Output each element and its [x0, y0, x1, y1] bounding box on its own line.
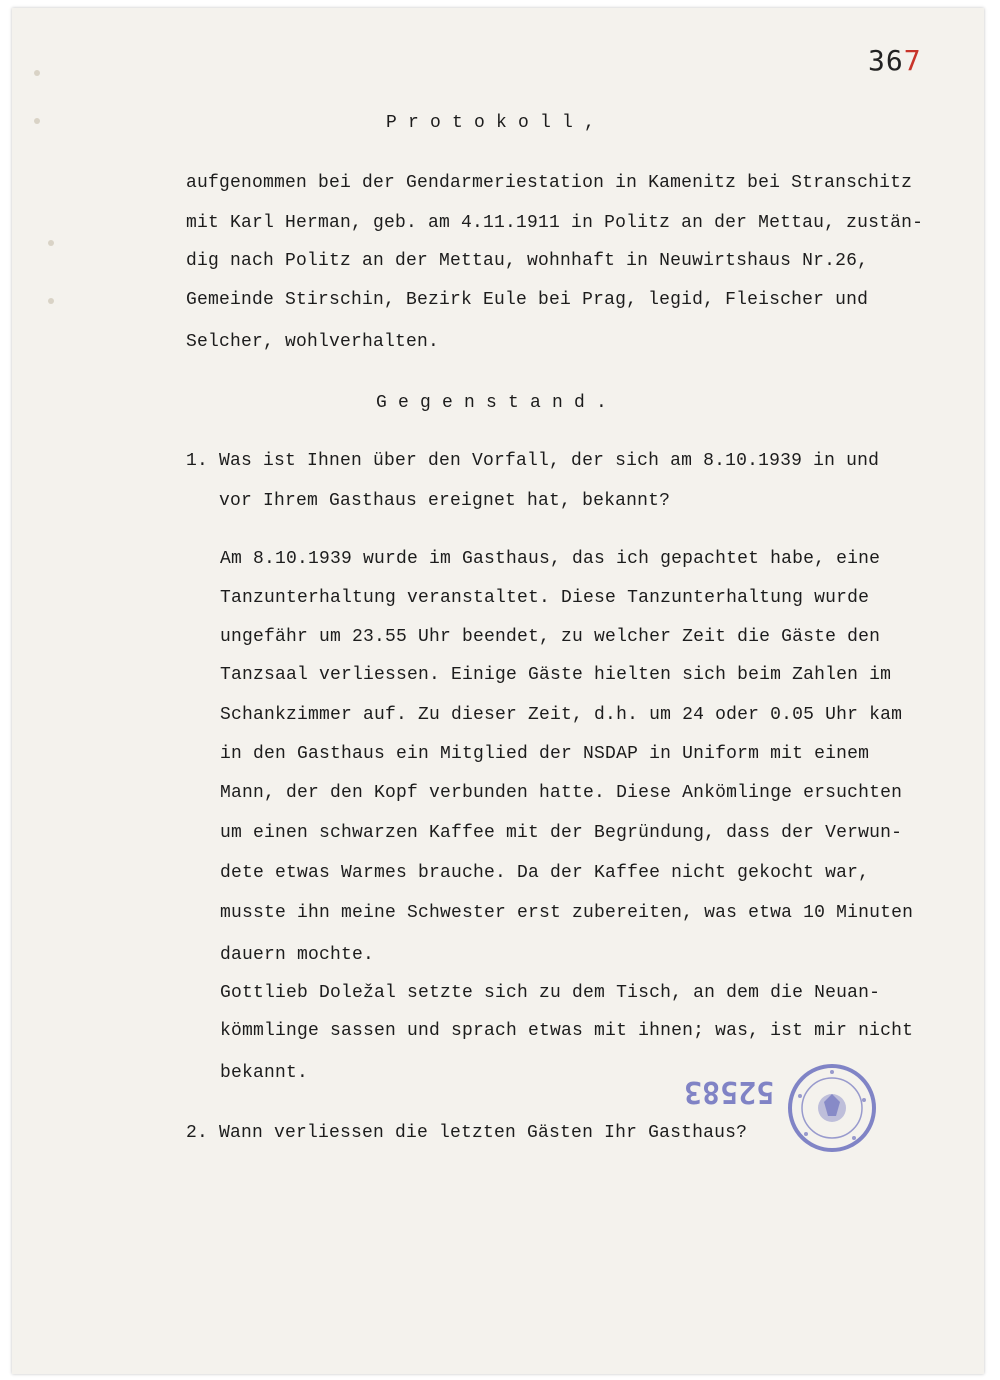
answer-line: kömmlinge sassen und sprach etwas mit ihnen; was, ist mir nicht — [220, 1021, 914, 1041]
intro-line: Selcher, wohlverhalten. — [186, 332, 440, 352]
answer-line: Tanzunterhaltung veranstaltet. Diese Tanzunterhaltung wurde — [220, 588, 870, 608]
archive-stamp-number: 52583 — [684, 1074, 775, 1109]
answer-line: bekannt. — [220, 1063, 309, 1083]
answer-line: Gottlieb Doležal setzte sich zu dem Tisch, an dem die Neuan- — [220, 983, 881, 1003]
intro-line: mit Karl Herman, geb. am 4.11.1911 in Politz an der Mettau, zustän- — [186, 213, 924, 233]
punch-hole — [48, 240, 54, 246]
intro-line: Gemeinde Stirschin, Bezirk Eule bei Prag, legid, Fleischer und — [186, 290, 869, 310]
answer-line: Am 8.10.1939 wurde im Gasthaus, das ich gepachtet habe, eine — [220, 549, 881, 569]
answer-line: Mann, der den Kopf verbunden hatte. Diese Ankömlinge ersuchten — [220, 783, 903, 803]
intro-line: aufgenommen bei der Gendarmeriestation in Kamenitz bei Stranschitz — [186, 173, 913, 193]
answer-line: um einen schwarzen Kaffee mit der Begründung, dass der Verwun- — [220, 823, 903, 843]
page-number-main: 36 — [868, 44, 904, 77]
page-number — [868, 44, 922, 77]
answer-line: in den Gasthaus ein Mitglied der NSDAP in Uniform mit einem — [220, 744, 870, 764]
page-number-handwritten: 7 — [903, 44, 922, 77]
answer-line: Tanzsaal verliessen. Einige Gäste hielten sich beim Zahlen im — [220, 665, 892, 685]
question-line: 1. Was ist Ihnen über den Vorfall, der sich am 8.10.1939 in und — [186, 451, 880, 471]
punch-hole — [34, 70, 40, 76]
document-title: P r o t o k o l l , — [386, 113, 596, 133]
punch-hole — [34, 118, 40, 124]
question-line: vor Ihrem Gasthaus ereignet hat, bekannt? — [186, 491, 671, 511]
answer-line: dauern mochte. — [220, 945, 375, 965]
punch-hole — [48, 298, 54, 304]
subject-heading: G e g e n s t a n d . — [376, 393, 608, 413]
answer-line: ungefähr um 23.55 Uhr beendet, zu welcher Zeit die Gäste den — [220, 627, 881, 647]
intro-line: dig nach Politz an der Mettau, wohnhaft in Neuwirtshaus Nr.26, — [186, 251, 869, 271]
answer-line: musste ihn meine Schwester erst zubereiten, was etwa 10 Minuten — [220, 903, 914, 923]
archive-seal-icon — [784, 1060, 880, 1156]
answer-line: dete etwas Warmes brauche. Da der Kaffee nicht gekocht war, — [220, 863, 870, 883]
answer-line: Schankzimmer auf. Zu dieser Zeit, d.h. um 24 oder 0.05 Uhr kam — [220, 705, 903, 725]
question-line: 2. Wann verliessen die letzten Gästen Ihr Gasthaus? — [186, 1123, 748, 1143]
